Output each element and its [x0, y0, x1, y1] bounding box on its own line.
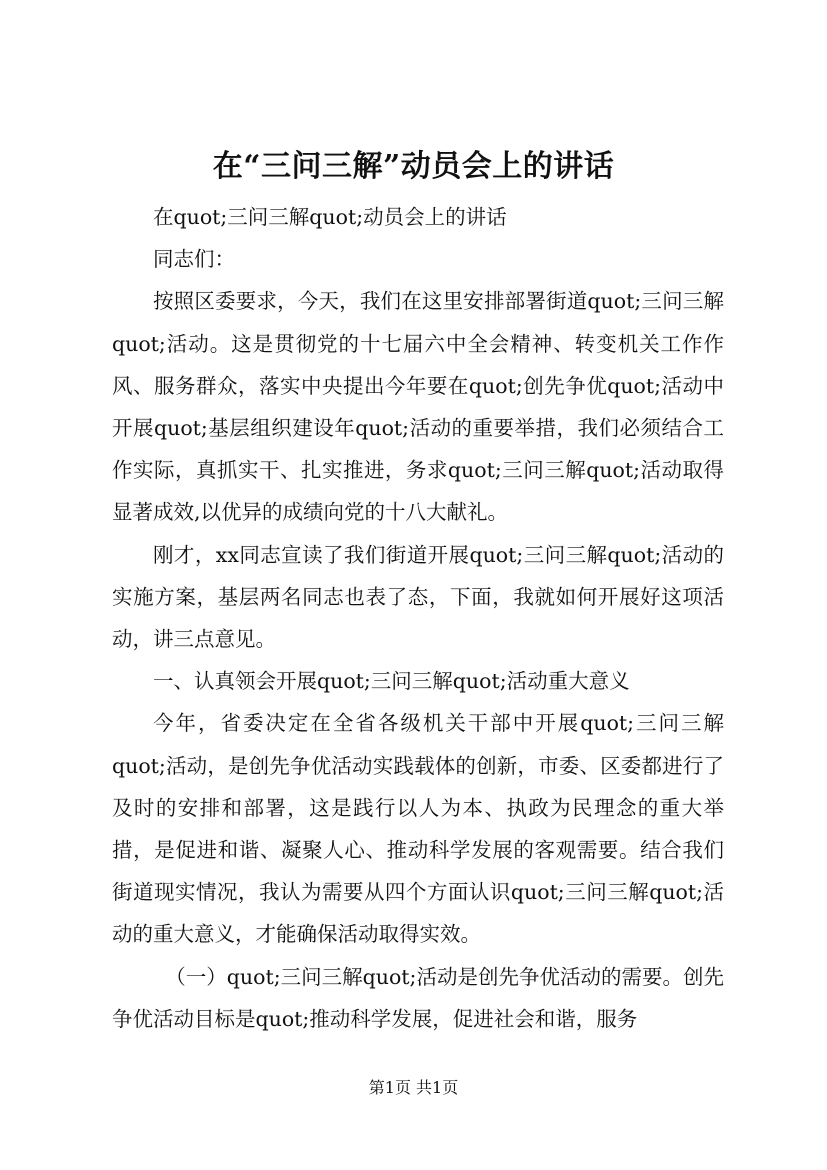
page-footer: 第1页 共1页	[368, 1078, 459, 1097]
subtitle-paragraph: 在quot;三问三解quot;动员会上的讲话	[153, 205, 507, 229]
document-title: 在“三问三解”动员会上的讲话	[212, 149, 615, 184]
document-body	[112, 196, 724, 1040]
body-paragraph: 今年，省委决定在全省各级机关干部中开展quot;三问三解quot;活动，是创先争优活动实践载体的创新，市委、区委都进行了及时的安排和部署，这是践行以人为本、执政为民理念的重大举措，是促进和谐、凝聚人心、推动科学发展的客观需要。结合我们街道现实情况，我认为需要从四个方面认识quot;三问三解quot;活动的重大意义，才能确保活动取得实效。	[112, 711, 724, 947]
section-heading: 一、认真领会开展quot;三问三解quot;活动重大意义	[153, 669, 630, 694]
body-paragraph: 刚才，xx同志宣读了我们街道开展quot;三问三解quot;活动的实施方案，基层两名同志也表了态，下面，我就如何开展好这项活动，讲三点意见。	[112, 542, 724, 652]
body-paragraph: 按照区委要求，今天，我们在这里安排部署街道quot;三问三解quot;活动。这是贯彻党的十七届六中全会精神、转变机关工作作风、服务群众，落实中央提出今年要在quot;创先争优quot;活动中开展quot;基层组织建设年quot;活动的重要举措，我们必须结合工作实际，真抓实干、扎实推进，务求quot;三问三解quot;活动取得显著成效,以优异的成绩向党的十八大献礼。	[112, 289, 724, 525]
salutation-paragraph: 同志们：	[153, 247, 235, 272]
body-paragraph: （一）quot;三问三解quot;活动是创先争优活动的需要。创先争优活动目标是quot;推动科学发展，促进社会和谐，服务	[112, 964, 724, 1031]
